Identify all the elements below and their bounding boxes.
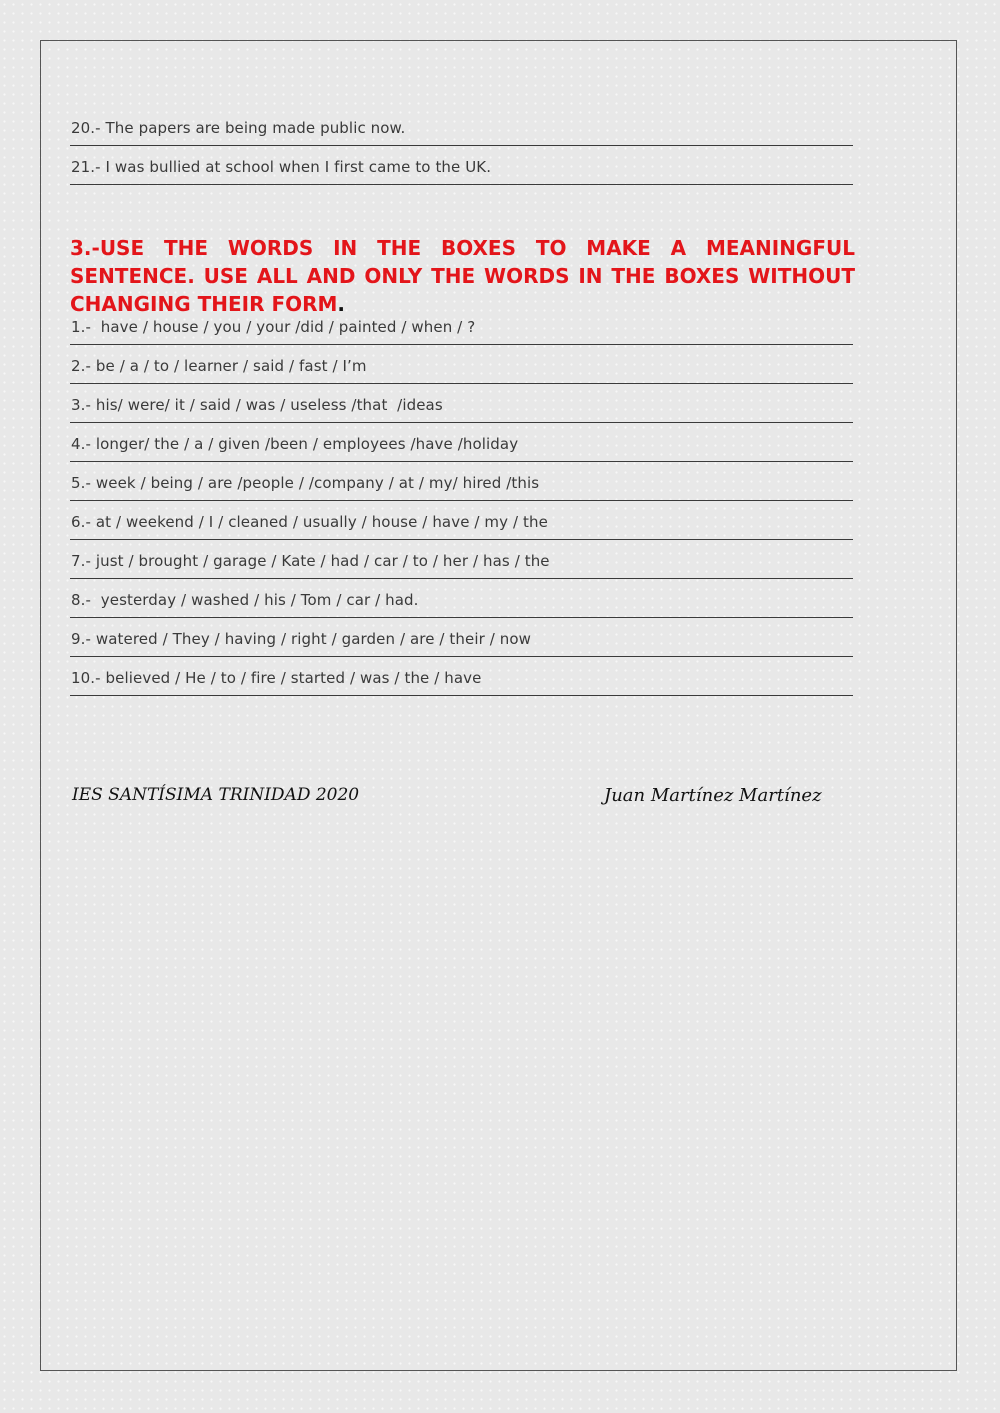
section-3-heading-period: . (337, 292, 346, 316)
answer-line[interactable] (70, 617, 853, 618)
answer-line[interactable] (70, 695, 853, 696)
answer-line[interactable] (70, 383, 853, 384)
sentence-item-10 (70, 669, 855, 699)
answer-line[interactable] (70, 578, 853, 579)
exercise-text: 21.- I was bullied at school when I first came to the UK. (71, 158, 492, 176)
answer-line[interactable] (70, 422, 853, 423)
section-3-heading-text: 3.-USE THE WORDS IN THE BOXES TO MAKE A MEANINGFUL SENTENCE. USE ALL AND ONLY THE WORDS IN THE BOXES WITHOUT CHANGING THEIR FORM (70, 236, 855, 316)
sentence-item-1 (70, 318, 855, 348)
sentence-item-2 (70, 357, 855, 387)
sentence-item-9 (70, 630, 855, 660)
sentence-item-7 (70, 552, 855, 582)
word-list: 3.- his/ were/ it / said / was / useless /that /ideas (71, 396, 443, 414)
sentence-item-3 (70, 396, 855, 426)
word-list: 7.- just / brought / garage / Kate / had / car / to / her / has / the (71, 552, 550, 570)
answer-line[interactable] (70, 656, 853, 657)
word-list: 6.- at / weekend / I / cleaned / usually / house / have / my / the (71, 513, 548, 531)
word-list: 8.- yesterday / washed / his / Tom / car / had. (71, 591, 419, 609)
section-3-heading (70, 234, 855, 318)
sentence-item-6 (70, 513, 855, 543)
answer-line[interactable] (70, 461, 853, 462)
answer-line[interactable] (70, 500, 853, 501)
word-list: 1.- have / house / you / your /did / painted / when / ? (71, 318, 476, 336)
answer-line[interactable] (70, 184, 853, 185)
word-list: 9.- watered / They / having / right / garden / are / their / now (71, 630, 532, 648)
word-list: 4.- longer/ the / a / given /been / employees /have /holiday (71, 435, 519, 453)
exercise-item-21 (70, 158, 855, 188)
author-name: Juan Martínez Martínez (604, 785, 822, 806)
answer-line[interactable] (70, 344, 853, 345)
answer-line[interactable] (70, 539, 853, 540)
school-name: IES SANTÍSIMA TRINIDAD 2020 (72, 785, 360, 805)
answer-line[interactable] (70, 145, 853, 146)
exercise-text: 20.- The papers are being made public now. (71, 119, 406, 137)
word-list: 10.- believed / He / to / fire / started / was / the / have (71, 669, 482, 687)
sentence-item-8 (70, 591, 855, 621)
sentence-item-4 (70, 435, 855, 465)
word-list: 2.- be / a / to / learner / said / fast / I’m (71, 357, 367, 375)
sentence-item-5 (70, 474, 855, 504)
exercise-item-20 (70, 119, 855, 149)
word-list: 5.- week / being / are /people / /company / at / my/ hired /this (71, 474, 540, 492)
